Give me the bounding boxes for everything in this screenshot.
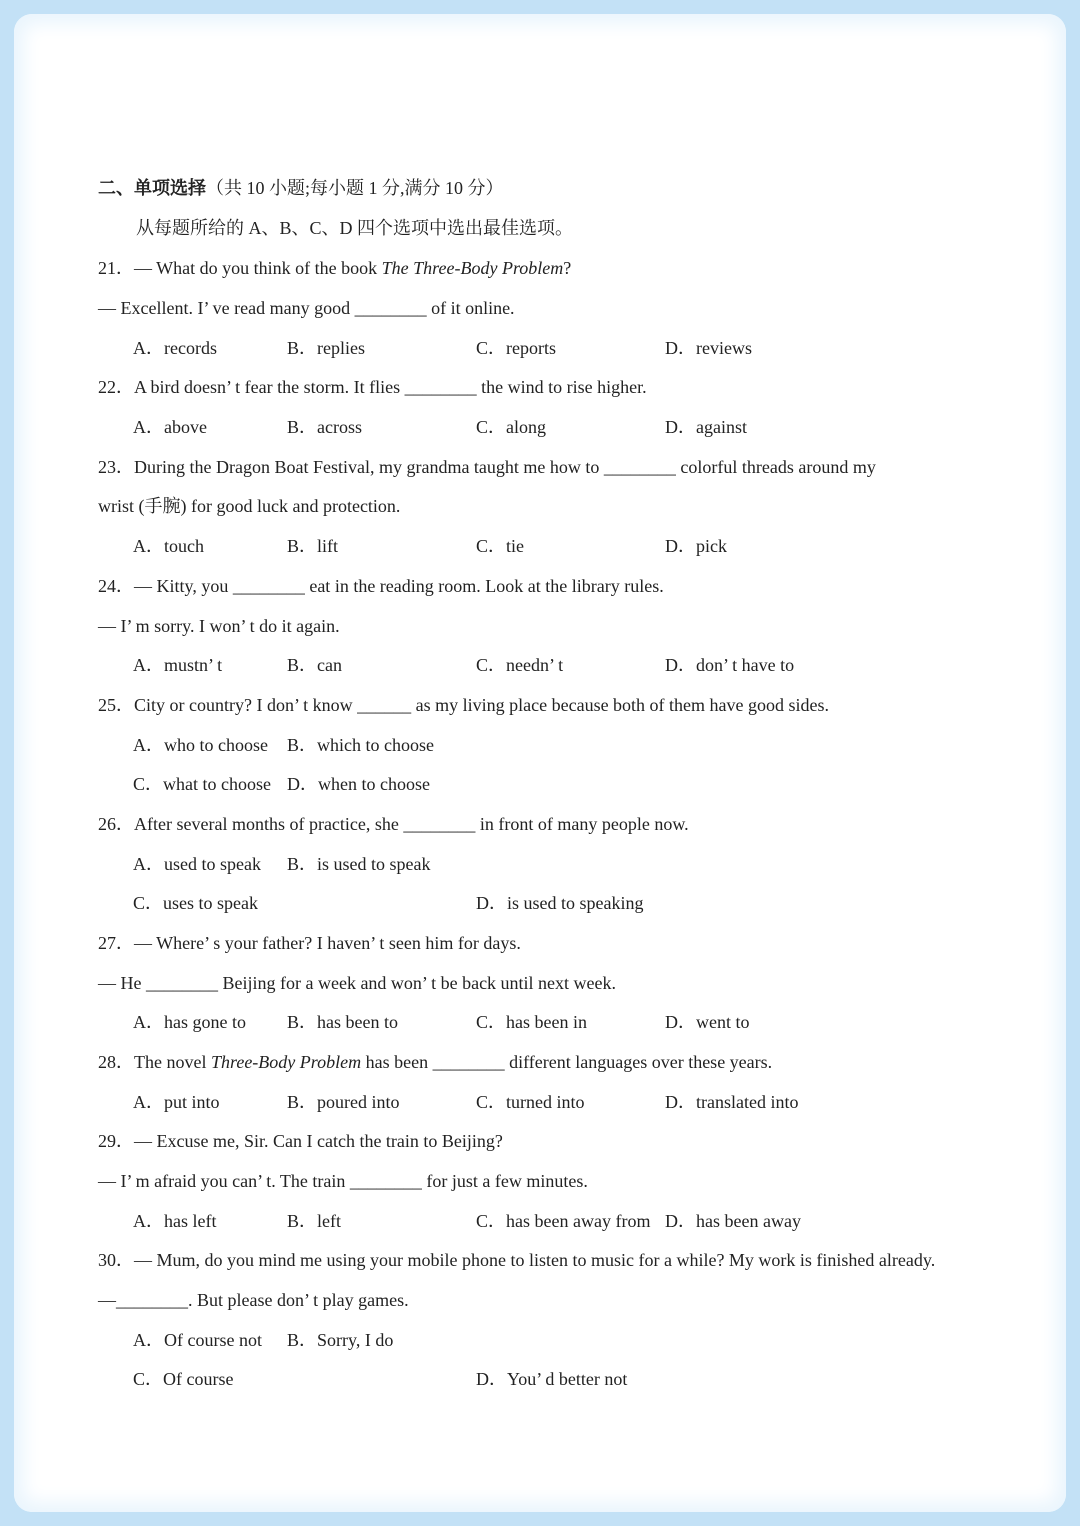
option-c[interactable]: C．uses to speak	[133, 893, 258, 913]
option-a[interactable]: A．Of course not	[133, 1330, 262, 1350]
question-number: 26．	[98, 814, 134, 834]
section-heading: 二、单项选择	[98, 178, 206, 198]
option-d[interactable]: D．against	[665, 417, 747, 437]
question-number: 27．	[98, 933, 134, 953]
option-a[interactable]: A．above	[133, 417, 207, 437]
option-c[interactable]: C．reports	[476, 338, 556, 358]
option-c[interactable]: C．Of course	[133, 1369, 234, 1389]
book-title: The Three-Body Problem	[381, 258, 564, 278]
option-d[interactable]: D．translated into	[665, 1092, 799, 1112]
question-stem: A bird doesn’ t fear the storm. It flies ________ the wind to rise higher.	[134, 377, 647, 397]
section-instruction: 从每题所给的 A、B、C、D 四个选项中选出最佳选项。	[136, 218, 574, 238]
option-d[interactable]: D．You’ d better not	[476, 1369, 628, 1389]
question-stem-end: ?	[563, 258, 572, 278]
option-c[interactable]: C．needn’ t	[476, 655, 564, 675]
option-a[interactable]: A．has gone to	[133, 1012, 246, 1032]
question-number: 24．	[98, 576, 134, 596]
question-28	[98, 1050, 772, 1074]
question-number: 30．	[98, 1250, 134, 1270]
option-a[interactable]: A．records	[133, 338, 217, 358]
option-a[interactable]: A．mustn’ t	[133, 655, 223, 675]
option-b[interactable]: B．across	[287, 417, 362, 437]
question-number: 21．	[98, 258, 134, 278]
option-a[interactable]: A．who to choose	[133, 735, 268, 755]
option-d[interactable]: D．reviews	[665, 338, 752, 358]
question-24	[98, 574, 664, 598]
question-24-reply: — I’ m sorry. I won’ t do it again.	[98, 616, 340, 636]
option-b[interactable]: B．is used to speak	[287, 854, 431, 874]
option-a[interactable]: A．has left	[133, 1211, 217, 1231]
option-c[interactable]: C．has been away from	[476, 1211, 651, 1231]
question-29-reply: — I’ m afraid you can’ t. The train ________ for just a few minutes.	[98, 1171, 588, 1191]
option-b[interactable]: B．which to choose	[287, 735, 434, 755]
question-stem: During the Dragon Boat Festival, my grandma taught me how to ________ colorful threads around my	[134, 457, 876, 477]
question-30-reply: —________. But please don’ t play games.	[98, 1290, 409, 1310]
question-stem: The novel	[134, 1052, 211, 1072]
question-stem: — Excuse me, Sir. Can I catch the train to Beijing?	[134, 1131, 503, 1151]
option-d[interactable]: D．went to	[665, 1012, 750, 1032]
option-d[interactable]: D．has been away	[665, 1211, 801, 1231]
question-stem: — Mum, do you mind me using your mobile phone to listen to music for a while? My work is finished already.	[134, 1250, 936, 1270]
option-a[interactable]: A．put into	[133, 1092, 220, 1112]
section-header	[98, 176, 504, 200]
question-stem: — Kitty, you ________ eat in the reading room. Look at the library rules.	[134, 576, 664, 596]
question-number: 28．	[98, 1052, 134, 1072]
exam-page	[14, 14, 1066, 1512]
question-stem: After several months of practice, she ________ in front of many people now.	[134, 814, 689, 834]
question-27-reply: — He ________ Beijing for a week and won’ t be back until next week.	[98, 973, 617, 993]
option-b[interactable]: B．replies	[287, 338, 365, 358]
option-c[interactable]: C．tie	[476, 536, 524, 556]
option-c[interactable]: C．has been in	[476, 1012, 587, 1032]
question-stem: — What do you think of the book	[134, 258, 382, 278]
option-c[interactable]: C．what to choose	[133, 774, 271, 794]
question-number: 22．	[98, 377, 134, 397]
question-23-continuation: wrist (手腕) for good luck and protection.	[98, 496, 401, 516]
option-d[interactable]: D．don’ t have to	[665, 655, 795, 675]
option-d[interactable]: D．pick	[665, 536, 727, 556]
question-23	[98, 455, 876, 479]
option-b[interactable]: B．lift	[287, 536, 339, 556]
question-29	[98, 1129, 503, 1153]
option-d[interactable]: D．is used to speaking	[476, 893, 644, 913]
option-c[interactable]: C．turned into	[476, 1092, 585, 1112]
option-b[interactable]: B．poured into	[287, 1092, 400, 1112]
question-21-reply: — Excellent. I’ ve read many good ________ of it online.	[98, 298, 515, 318]
section-note: （共 10 小题;每小题 1 分,满分 10 分）	[206, 178, 504, 198]
option-b[interactable]: B．has been to	[287, 1012, 398, 1032]
option-b[interactable]: B．can	[287, 655, 342, 675]
question-stem-end: has been ________ different languages over these years.	[361, 1052, 773, 1072]
option-a[interactable]: A．touch	[133, 536, 204, 556]
question-number: 29．	[98, 1131, 134, 1151]
option-b[interactable]: B．left	[287, 1211, 341, 1231]
option-d[interactable]: D．when to choose	[287, 774, 430, 794]
question-26	[98, 812, 689, 836]
question-number: 25．	[98, 695, 134, 715]
question-30	[98, 1248, 935, 1272]
option-c[interactable]: C．along	[476, 417, 546, 437]
question-27	[98, 931, 521, 955]
question-21	[98, 256, 571, 280]
option-b[interactable]: B．Sorry, I do	[287, 1330, 394, 1350]
question-number: 23．	[98, 457, 134, 477]
question-stem: City or country? I don’ t know ______ as my living place because both of them have good sides.	[134, 695, 830, 715]
option-a[interactable]: A．used to speak	[133, 854, 261, 874]
novel-title: Three-Body Problem	[210, 1052, 362, 1072]
question-stem: — Where’ s your father? I haven’ t seen him for days.	[134, 933, 521, 953]
question-25	[98, 693, 829, 717]
question-22	[98, 375, 647, 399]
